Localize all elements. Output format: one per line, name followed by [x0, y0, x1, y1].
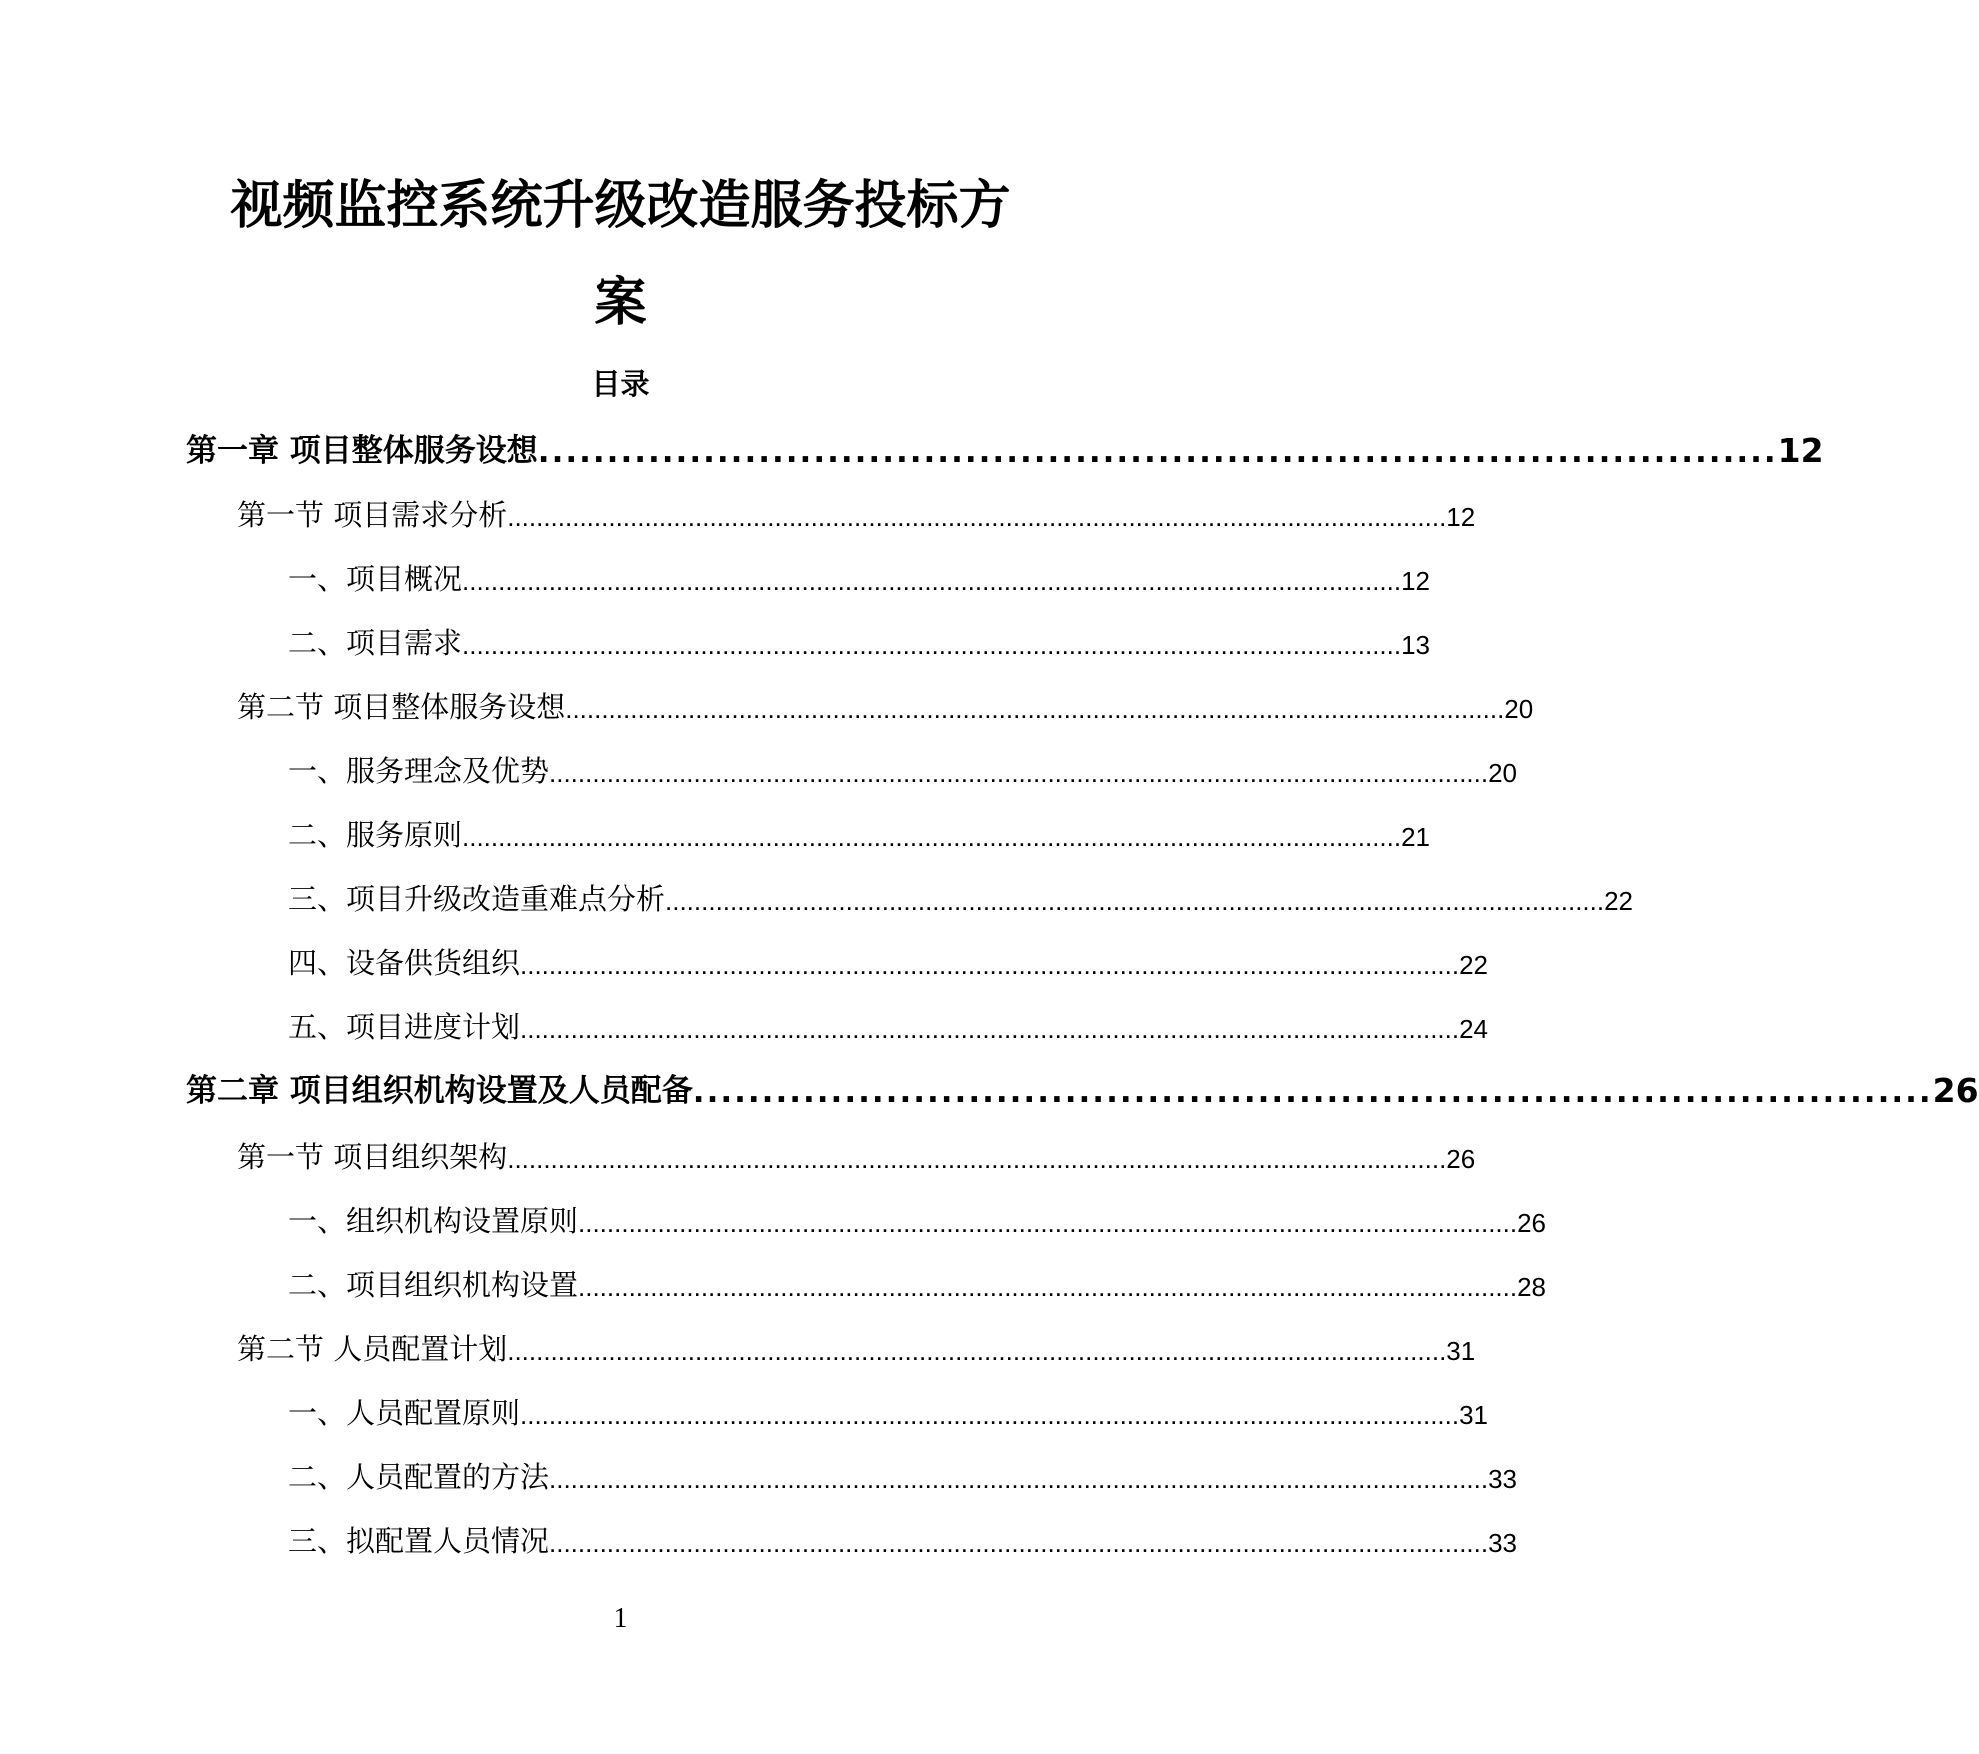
toc-entry-label: 第一章 项目整体服务设想 [186, 433, 538, 469]
toc-leader: .................................................................................................................................. [462, 566, 1402, 596]
toc-entry-label: 五、项目进度计划 [288, 1010, 521, 1044]
toc-entry-page: 33 [1488, 1464, 1518, 1494]
toc-leader: .................................................................................................................................. [520, 1400, 1460, 1430]
toc-leader: .................................................................................................................................. [578, 1272, 1518, 1302]
toc-entry-label: 一、组织机构设置原则 [288, 1204, 579, 1238]
toc-entry-label: 二、人员配置的方法 [288, 1460, 550, 1494]
toc-heading: 目录 [591, 367, 650, 401]
toc-entry-page: 33 [1488, 1528, 1518, 1558]
toc-entry-label: 一、项目概况 [288, 562, 463, 596]
toc-entry[interactable] [288, 746, 1518, 790]
toc-entry-label: 二、项目组织机构设置 [288, 1268, 579, 1302]
toc-entry-label: 第二节 人员配置计划 [237, 1332, 508, 1366]
document-title-line-2: 案 [594, 273, 647, 333]
toc-entry-page: 26 [1932, 1071, 1979, 1110]
toc-leader: .......................................................................................... [537, 434, 1778, 470]
toc-leader: .................................................................................................................................. [665, 886, 1605, 916]
toc-entry[interactable] [237, 1324, 1476, 1368]
toc-entry-label: 第一节 项目组织架构 [237, 1140, 508, 1174]
toc-leader: .................................................................................................................................. [462, 630, 1402, 660]
toc-entry-label: 一、人员配置原则 [288, 1396, 521, 1430]
toc-entry[interactable] [288, 1452, 1518, 1496]
page-number: 1 [613, 1603, 628, 1634]
toc-leader: .................................................................................................................................. [507, 502, 1447, 532]
toc-entry-page: 28 [1517, 1272, 1547, 1302]
toc-entry-page: 13 [1401, 630, 1431, 660]
toc-entry[interactable] [288, 810, 1431, 854]
toc-entry-label: 第二节 项目整体服务设想 [237, 690, 566, 724]
toc-entry[interactable] [288, 1196, 1547, 1240]
toc-entry[interactable] [288, 554, 1431, 598]
toc-entry[interactable] [288, 618, 1431, 662]
toc-entry-page: 12 [1401, 566, 1431, 596]
toc-leader: .................................................................................................................................. [462, 822, 1402, 852]
toc-entry-page: 20 [1488, 758, 1518, 788]
toc-entry[interactable] [288, 1516, 1518, 1560]
toc-entry-label: 二、服务原则 [288, 818, 463, 852]
toc-leader: .................................................................................................................................. [549, 1464, 1489, 1494]
toc-entry-page: 26 [1446, 1144, 1476, 1174]
toc-entry-label: 第一节 项目需求分析 [237, 498, 508, 532]
toc-leader: .................................................................................................................................. [520, 950, 1460, 980]
toc-leader: .................................................................................................................................. [549, 1528, 1489, 1558]
toc-entry[interactable] [237, 682, 1534, 726]
toc-entry-page: 26 [1517, 1208, 1547, 1238]
toc-entry-label: 三、拟配置人员情况 [288, 1524, 550, 1558]
toc-leader: .................................................................................................................................. [520, 1014, 1460, 1044]
toc-entry-page: 24 [1459, 1014, 1489, 1044]
toc-entry[interactable] [237, 490, 1476, 534]
toc-entry-page: 21 [1401, 822, 1431, 852]
toc-entry-page: 31 [1459, 1400, 1489, 1430]
toc-entry-label: 二、项目需求 [288, 626, 463, 660]
toc-entry-label: 三、项目升级改造重难点分析 [288, 882, 666, 916]
toc-entry-page: 12 [1777, 431, 1824, 470]
toc-entry[interactable] [288, 1260, 1547, 1304]
toc-entry-label: 四、设备供货组织 [288, 946, 521, 980]
toc-entry-page: 22 [1604, 886, 1634, 916]
toc-entry[interactable] [288, 938, 1489, 982]
toc-entry-page: 12 [1446, 502, 1476, 532]
toc-leader: .................................................................................................................................. [549, 758, 1489, 788]
toc-leader: .................................................................................................................................. [565, 694, 1505, 724]
toc-entry-label: 一、服务理念及优势 [288, 754, 550, 788]
toc-leader: .................................................................................................................................. [507, 1144, 1447, 1174]
toc-leader: .................................................................................................................................. [578, 1208, 1518, 1238]
toc-entry[interactable] [288, 874, 1634, 918]
toc-entry[interactable] [288, 1002, 1489, 1046]
toc-entry-page: 31 [1446, 1336, 1476, 1366]
toc-entry-page: 20 [1504, 694, 1534, 724]
toc-leader: .......................................................................................... [692, 1074, 1933, 1110]
toc-leader: .................................................................................................................................. [507, 1336, 1447, 1366]
toc-entry-label: 第二章 项目组织机构设置及人员配备 [186, 1073, 693, 1109]
toc-entry[interactable] [288, 1388, 1489, 1432]
toc-entry[interactable] [237, 1132, 1476, 1176]
toc-entry[interactable] [186, 426, 1824, 470]
document-title-line-1: 视频监控系统升级改造服务投标方 [230, 176, 1011, 236]
toc-entry-page: 22 [1459, 950, 1489, 980]
toc-entry[interactable] [186, 1066, 1979, 1110]
